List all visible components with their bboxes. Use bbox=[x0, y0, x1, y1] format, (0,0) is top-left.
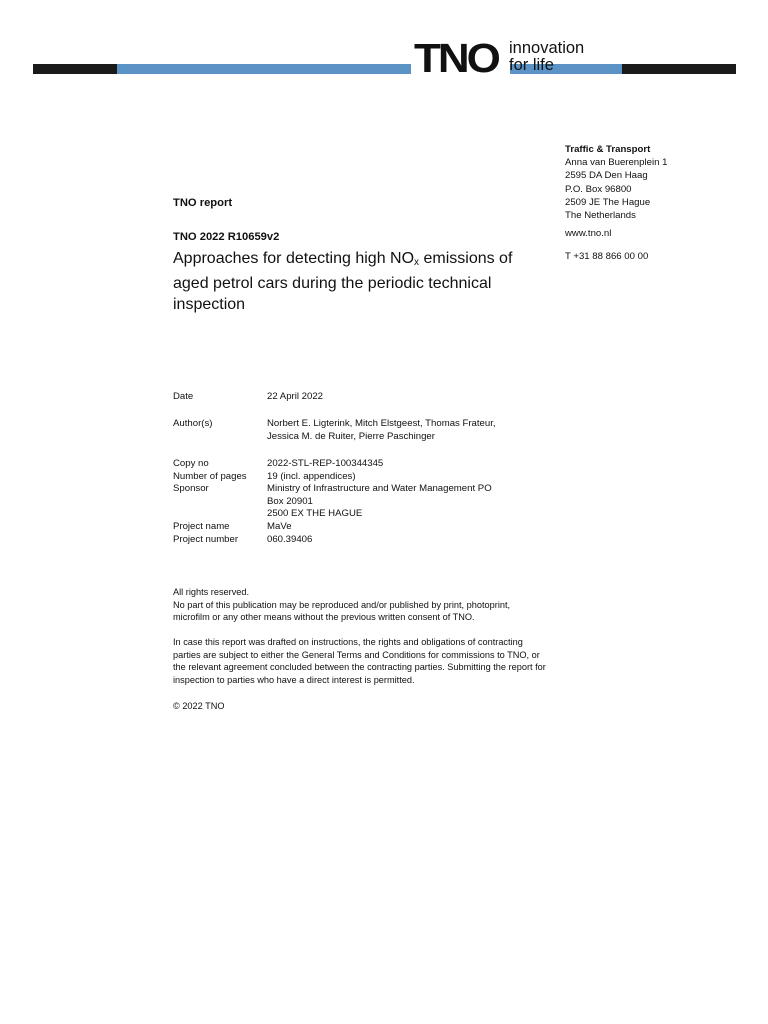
address-web[interactable]: www.tno.nl bbox=[565, 228, 612, 239]
sponsor-label: Sponsor bbox=[173, 483, 209, 494]
header-bar-blue-left bbox=[117, 64, 411, 74]
sponsor-value bbox=[267, 483, 507, 521]
address-line5: The Netherlands bbox=[565, 210, 636, 222]
report-title bbox=[173, 248, 533, 315]
address-org: Traffic & Transport bbox=[565, 144, 651, 155]
report-label: TNO report bbox=[173, 197, 233, 209]
report-title-part2: emissions of aged petrol cars during the periodic technical inspection bbox=[173, 250, 513, 313]
tno-logo: TNO bbox=[414, 36, 498, 82]
address-line2: 2595 DA Den Haag bbox=[565, 170, 648, 182]
authors-label: Author(s) bbox=[173, 418, 213, 429]
date-label: Date bbox=[173, 391, 194, 402]
copy-no-label: Copy no bbox=[173, 458, 209, 469]
rights-line2: No part of this publication may be reproduced and/or published by print, photoprint, bbox=[173, 599, 511, 610]
address-line3: P.O. Box 96800 bbox=[565, 183, 632, 195]
rights-line1: All rights reserved. bbox=[173, 587, 250, 597]
address-block bbox=[565, 143, 667, 222]
authors-value bbox=[267, 418, 507, 443]
address-phone: T +31 88 866 00 00 bbox=[565, 251, 649, 262]
rights-p2-line4: inspection to parties who have a direct interest is permitted. bbox=[173, 674, 415, 685]
header-bar-black-right bbox=[622, 64, 736, 74]
logo-tagline-line2: for life bbox=[509, 56, 554, 74]
project-name-value: MaVe bbox=[267, 521, 292, 532]
copy-no-value: 2022-STL-REP-100344345 bbox=[267, 458, 384, 469]
address-line4: 2509 JE The Hague bbox=[565, 196, 651, 208]
header-bar-black-left bbox=[33, 64, 117, 74]
pages-value: 19 (incl. appendices) bbox=[267, 471, 356, 482]
date-value: 22 April 2022 bbox=[267, 391, 324, 402]
authors-line1: Norbert E. Ligterink, Mitch Elstgeest, Thomas Frateur, bbox=[267, 418, 496, 429]
rights-paragraph-1 bbox=[173, 586, 563, 624]
rights-line3: microfilm or any other means without the previous written consent of TNO. bbox=[173, 612, 475, 623]
rights-paragraph-2 bbox=[173, 636, 563, 686]
copyright: © 2022 TNO bbox=[173, 701, 225, 711]
project-number-value: 060.39406 bbox=[267, 534, 313, 545]
report-number: TNO 2022 R10659v2 bbox=[173, 231, 280, 243]
rights-p2-line2: parties are subject to either the General Terms and Conditions for commissions to TNO, or bbox=[173, 649, 540, 660]
rights-p2-line3: the relevant agreement concluded between the contracting parties. Submitting the report for bbox=[173, 662, 546, 673]
authors-line2: Jessica M. de Ruiter, Pierre Paschinger bbox=[267, 430, 435, 442]
project-number-label: Project number bbox=[173, 534, 239, 545]
report-title-subscript: x bbox=[414, 257, 420, 268]
logo-tagline-line1: innovation bbox=[509, 39, 585, 57]
sponsor-line1: Ministry of Infrastructure and Water Management PO bbox=[267, 483, 492, 494]
address-line1: Anna van Buerenplein 1 bbox=[565, 157, 668, 169]
sponsor-line2: Box 20901 bbox=[267, 495, 313, 507]
sponsor-line3: 2500 EX THE HAGUE bbox=[267, 508, 363, 520]
rights-p2-line1: In case this report was drafted on instructions, the rights and obligations of contracting bbox=[173, 637, 523, 647]
logo-tagline bbox=[509, 40, 584, 74]
report-title-part1: Approaches for detecting high NO bbox=[173, 250, 415, 267]
project-name-label: Project name bbox=[173, 521, 230, 532]
pages-label: Number of pages bbox=[173, 471, 247, 482]
